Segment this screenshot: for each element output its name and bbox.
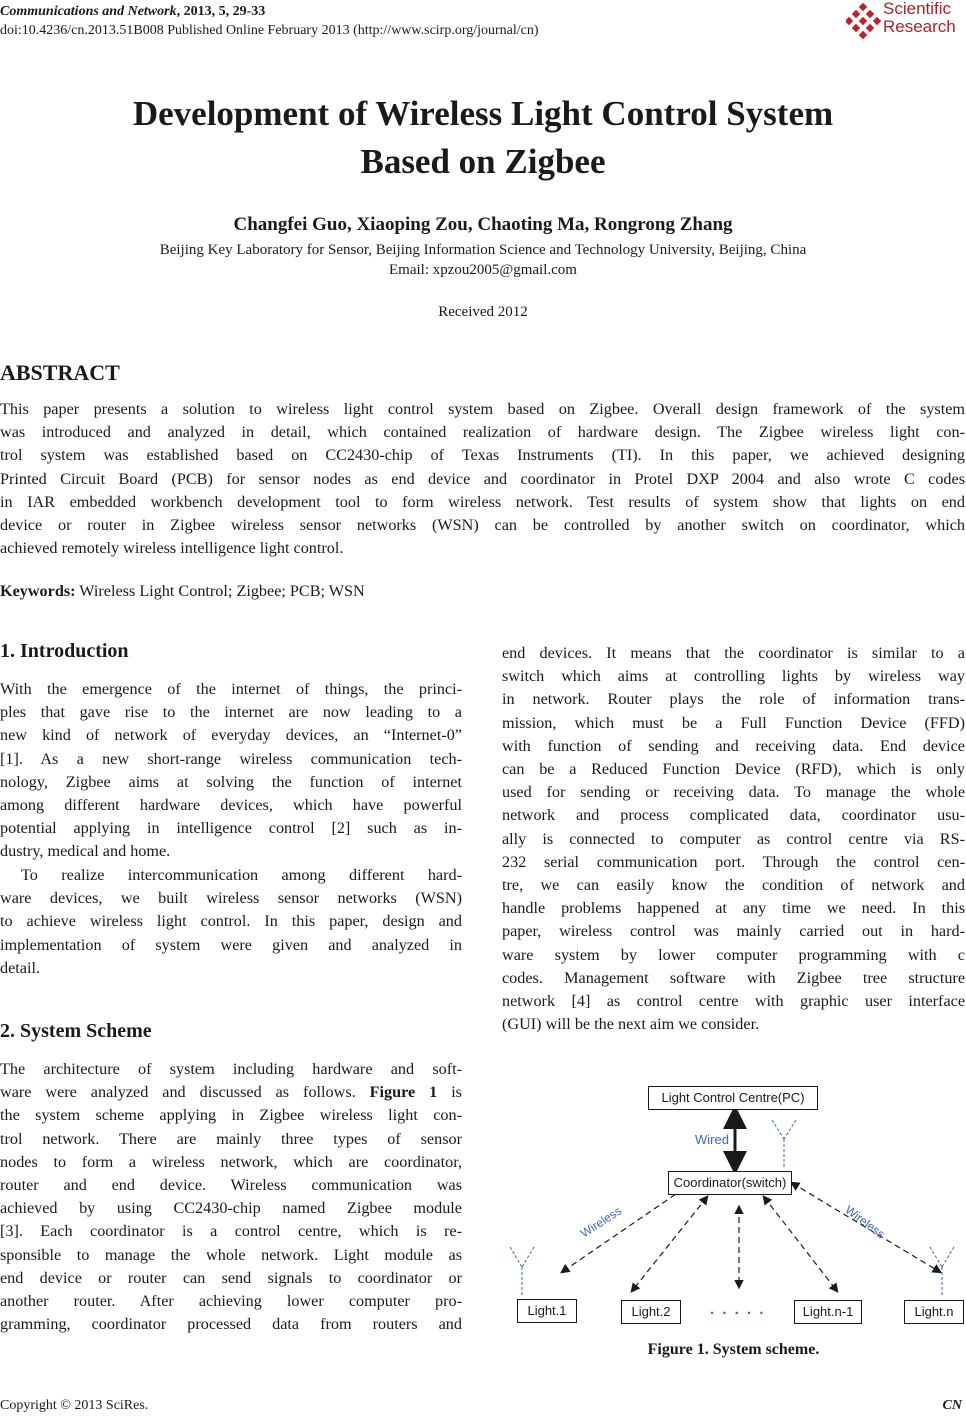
intro-paragraph-1: With the emergence of the internet of things, the princi- ples that gave rise to the internet are now leading to a new kind of network of everyday devices, an “Internet-0” [1]. As a new short-range wireless communication tech- nology, Zigbee aims at solving the function of internet among different hardware devices, which have powerful potential applying in intelligence control [2] such as in- dustry, medical and home. — [0, 680, 462, 861]
abstract-body: This paper presents a solution to wireless light control system based on Zigbee. Overall design framework of the system was introduced and analyzed in detail, which contained realization of hardware design. The Zigbee wireless light con- trol system was established based on CC2430-chip of Texas Instruments (TI). In this paper, we achieved designing Printed Circuit Board (PCB) for sensor nodes as end device and coordinator in Protel DXP 2004 and also wrote C codes in IAR embedded workbench development tool to form wireless network. Test results of system show that lights on end device or router in Zigbee wireless sensor networks (WSN) can be controlled by another switch on coordinator, which achieved remotely wireless intelligence light control. — [0, 400, 965, 558]
wireless-link-2 — [632, 1197, 707, 1291]
figure-1-caption: Figure 1. System scheme. — [647, 1341, 820, 1358]
received-date: Received 2012 — [438, 304, 528, 320]
light-node-n-minus-1: Light.n-1 — [794, 1300, 862, 1324]
publisher-logo — [846, 0, 966, 44]
section-2-heading: 2. System Scheme — [0, 1020, 152, 1042]
light-node-2: Light.2 — [621, 1300, 681, 1324]
more-lights-ellipsis: . . . . . — [710, 1301, 766, 1318]
journal-abbrev: CN — [942, 1398, 962, 1413]
abstract-heading: ABSTRACT — [0, 360, 120, 385]
affiliation: Beijing Key Laboratory for Sensor, Beijing Information Science and Technology University, Beijing, China — [159, 242, 807, 258]
wireless-label-left: Wireless — [577, 1203, 625, 1241]
right-column-paragraph: end devices. It means that the coordinator is similar to a switch which aims at controlling lights by wireless way in network. Router plays the role of information trans- mission, which must be a Full Function Device (FFD) with function of sending and receiving data. End device can be a Reduced Function Device (RFD), which is only used for sending or receiving data. To manage the whole network and process complicated data, coordinator usu- ally is connected to computer as control centre via RS- 232 serial communication port. Through the control cen- tre, we can easily know the condition of network and handle problems happened at any time we need. In this paper, wireless control was mainly carried out in hard- ware system by lower computer programming with c codes. Management software with Zigbee tree structure network [4] as control centre with graphic user interface (GUI) will be the next aim we consider. — [502, 644, 965, 1034]
section-1-heading: 1. Introduction — [0, 640, 129, 662]
intro-paragraph-2: To realize intercommunication among different hard- ware devices, we built wireless sensor networks (WSN) to achieve wireless light control. In this paper, design and implementation of system were given and analyzed in detail. — [0, 866, 462, 977]
email: Email: xpzou2005@gmail.com — [389, 262, 577, 278]
authors: Changfei Guo, Xiaoping Zou, Chaoting Ma, Rongrong Zhang — [233, 214, 733, 235]
doi-line: doi:10.4236/cn.2013.51B008 Published Online February 2013 (http://www.scirp.org/journal/cn) — [0, 23, 539, 38]
coordinator-node: Coordinator(switch) — [668, 1171, 792, 1195]
volume-info: , 2013, 5, 29-33 — [176, 4, 266, 19]
paper-title: Development of Wireless Light Control System Based on Zigbee — [132, 94, 834, 181]
figure-1-diagram — [502, 1075, 965, 1335]
wireless-link-3 — [764, 1197, 837, 1291]
wired-label: Wired — [695, 1132, 729, 1147]
pc-control-centre-node: Light Control Centre(PC) — [648, 1086, 818, 1110]
wireless-label-right: Wireless — [842, 1202, 888, 1242]
journal-name: Communications and Network — [0, 4, 177, 19]
logo-text: Scientific Research — [883, 0, 956, 36]
system-scheme-paragraph: The architecture of system including hardware and soft- ware were analyzed and discussed as follows. Figure 1 is the system scheme applying in Zigbee wireless light con- trol network. There are mainly three types of sensor nodes to form a wireless network, which are coordinator, router and end device. Wireless communication was achieved by using CC2430-chip named Zigbee module [3]. Each coordinator is a control centre, which is re- sponsible to manage the whole network. Light module as end device or router can send signals to coordinator or another router. After achieving lower computer pro- gramming, coordinator processed data from routers and — [0, 1060, 462, 1334]
copyright: Copyright © 2013 SciRes. — [0, 1398, 149, 1413]
light-node-1: Light.1 — [517, 1299, 577, 1323]
antenna-icon — [772, 1120, 796, 1167]
light-node-n: Light.n — [904, 1300, 964, 1324]
antenna-icon — [930, 1247, 954, 1297]
antenna-icon — [510, 1247, 534, 1297]
figure-1-connections — [502, 1075, 965, 1335]
keywords: Keywords: Wireless Light Control; Zigbee; PCB; WSN — [0, 582, 365, 600]
logo-mark-icon — [846, 2, 882, 42]
journal-citation — [0, 3, 265, 21]
figure-1-reference: Figure 1 — [369, 1083, 438, 1102]
